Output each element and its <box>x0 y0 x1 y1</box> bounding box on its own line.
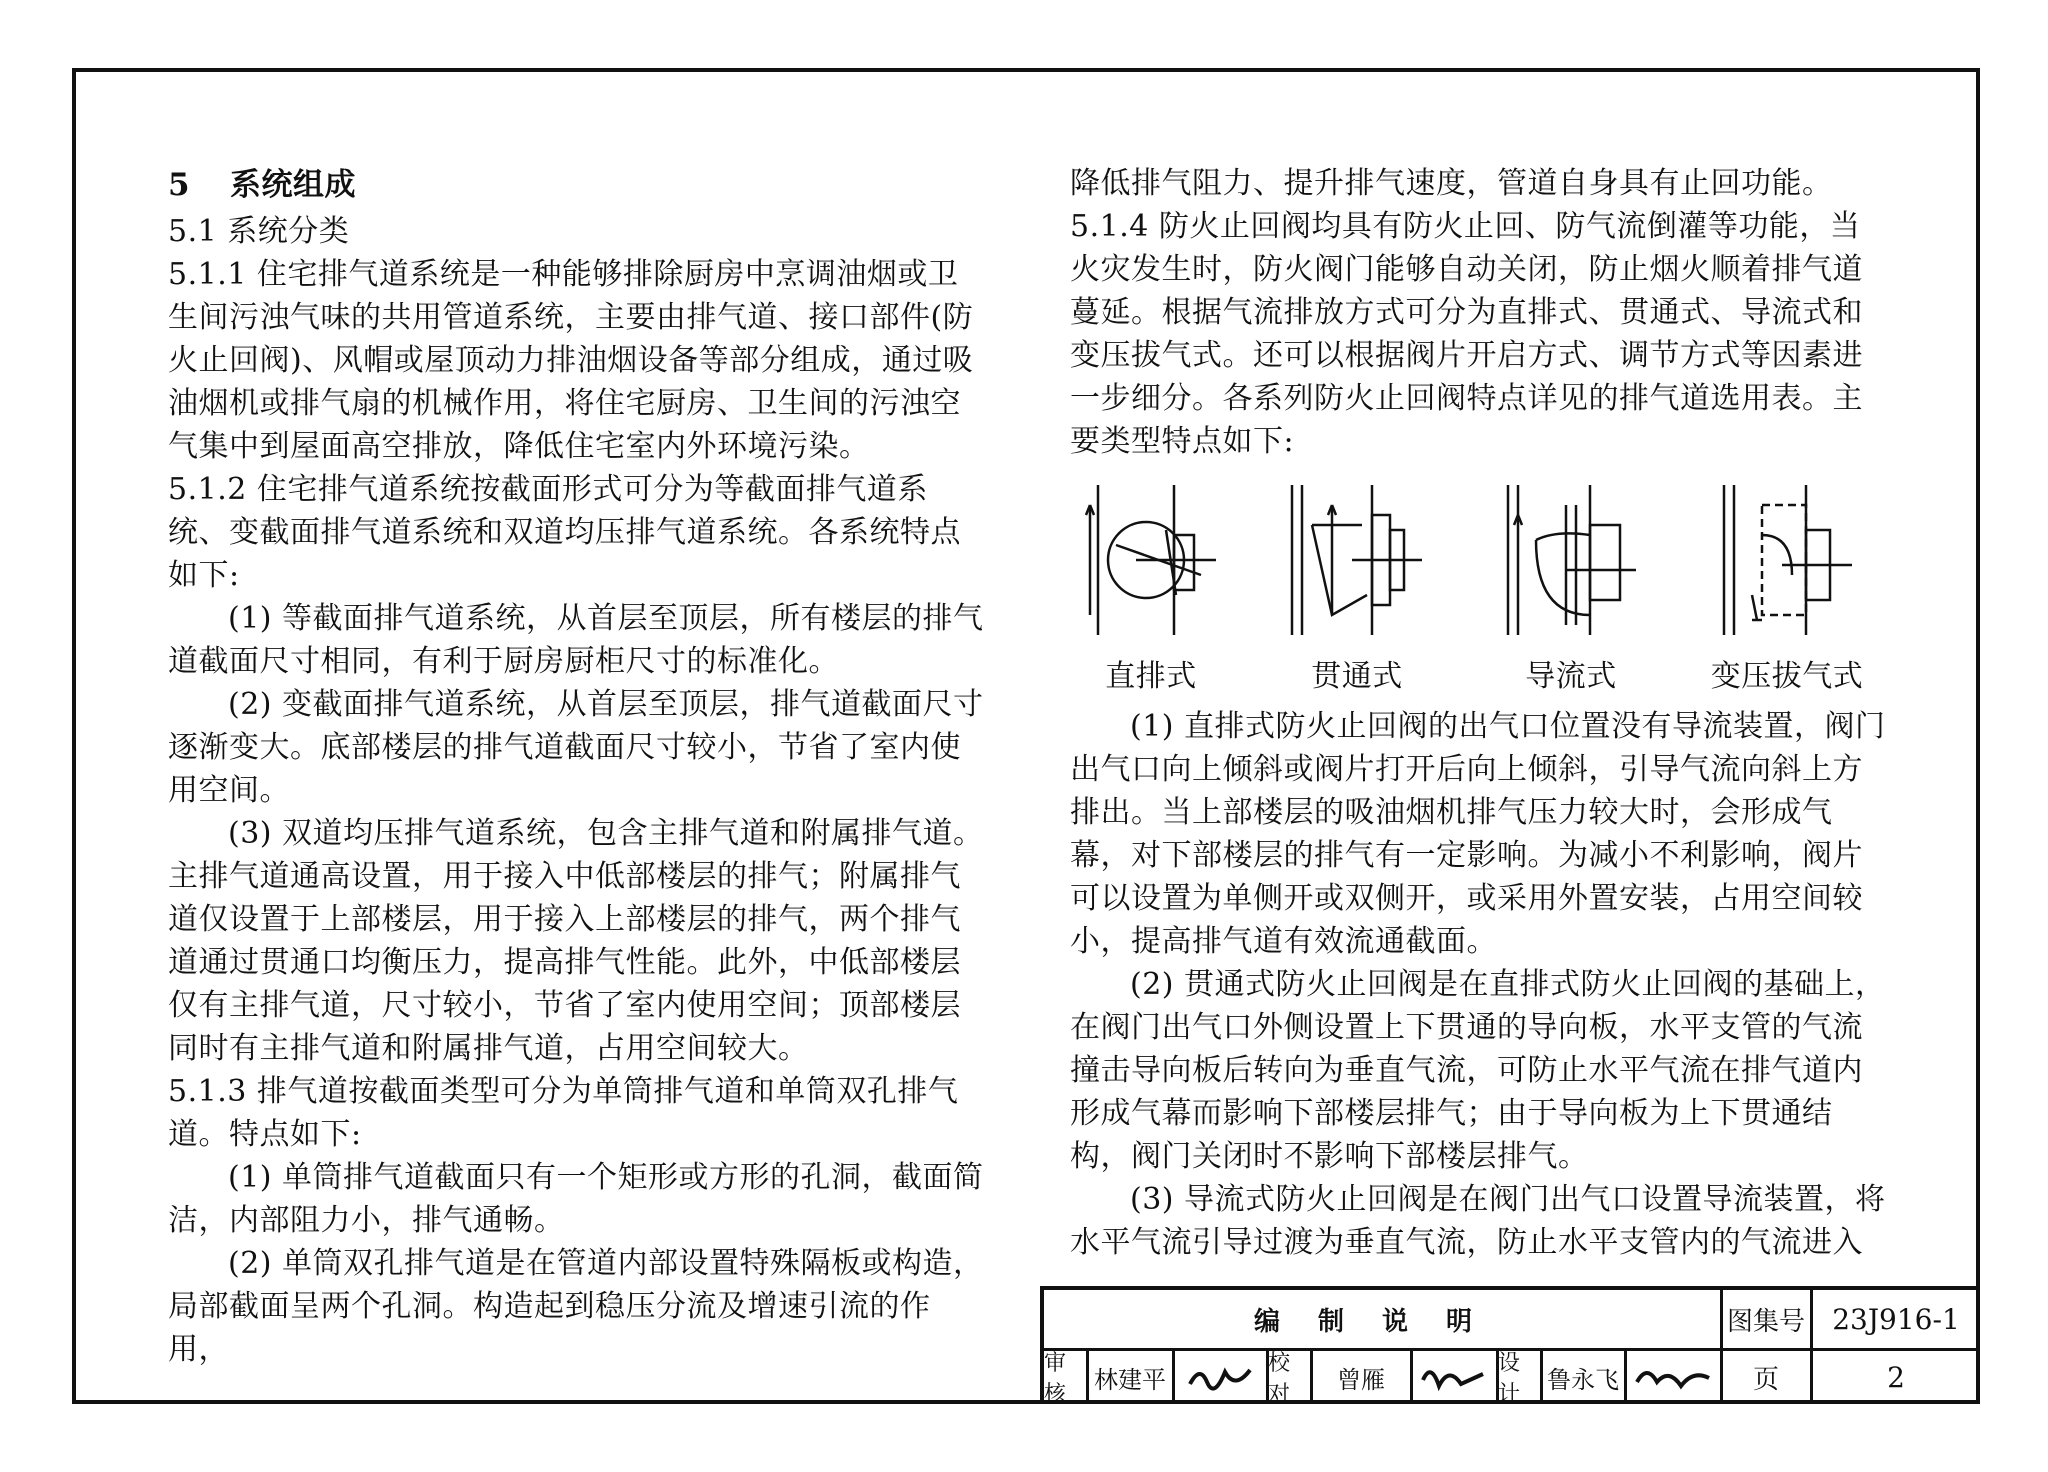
left-paragraphs <box>168 210 988 1371</box>
figure-diversion <box>1476 475 1666 697</box>
paragraph: (1) 等截面排气道系统，从首层至顶层，所有楼层的排气道截面尺寸相同，有利于厨房厨柜尺寸的标准化。 <box>168 601 984 679</box>
checker-name: 曾雁 <box>1337 1365 1385 1394</box>
page-number: 2 <box>1887 1360 1905 1394</box>
section-title: 系统组成 <box>230 167 356 203</box>
figure-caption: 导流式 <box>1525 659 1617 694</box>
atlas-number: 23J916-1 <box>1832 1302 1960 1336</box>
title-block <box>1040 1286 1980 1407</box>
sheet-title: 编制说明 <box>1253 1306 1510 1337</box>
paragraph: (2) 变截面排气道系统，从首层至顶层，排气道截面尺寸逐渐变大。底部楼层的排气道截面尺寸较小，节省了室内使用空间。 <box>168 687 984 808</box>
right-top-paragraphs <box>1070 162 1888 463</box>
figure-through <box>1262 475 1452 697</box>
figure-caption: 变压拔气式 <box>1710 659 1864 694</box>
left-column <box>168 162 988 1371</box>
paragraph: (3) 导流式防火止回阀是在阀门出气口设置导流装置，将水平气流引导过渡为垂直气流，防止水平支管内的气流进入 <box>1070 1182 1886 1260</box>
figure-caption: 直排式 <box>1105 659 1197 694</box>
signature-mark <box>1185 1360 1255 1394</box>
paragraph: (2) 贯通式防火止回阀是在直排式防火止回阀的基础上，在阀门出气口外侧设置上下贯通的导向板，水平支管的气流撞击导向板后转向为垂直气流，可防止水平气流在排气道内形成气幕而影响下部楼层排气；由于导向板为上下贯通结构，阀门关闭时不影响下部楼层排气。 <box>1070 967 1886 1174</box>
reviewer-signature <box>1174 1350 1266 1404</box>
paragraph: (3) 双道均压排气道系统，包含主排气道和附属排气道。主排气道通高设置，用于接入中低部楼层的排气；附属排气道仅设置于上部楼层，用于接入上部楼层的排气，两个排气道通过贯通口均衡压力，提高排气性能。此外，中低部楼层仅有主排气道，尺寸较小，节省了室内使用空间；顶部楼层同时有主排气道和附属排气道，占用空间较大。 <box>168 816 984 1066</box>
designer-name: 鲁永飞 <box>1547 1365 1619 1394</box>
section-number: 5 <box>168 167 191 203</box>
designer-signature <box>1626 1350 1720 1404</box>
variable-pressure-valve-diagram <box>1712 475 1862 645</box>
figure-caption: 贯通式 <box>1311 659 1403 694</box>
section-heading <box>168 162 988 208</box>
paragraph: 5.1 系统分类 <box>168 214 350 249</box>
paragraph: 5.1.3 排气道按截面类型可分为单筒排气道和单筒双孔排气道。特点如下: <box>168 1074 959 1152</box>
direct-valve-diagram <box>1076 475 1226 645</box>
atlas-label: 图集号 <box>1726 1306 1805 1337</box>
signature-mark <box>1633 1360 1713 1394</box>
through-valve-diagram <box>1282 475 1432 645</box>
figure-variable-pressure <box>1692 475 1882 697</box>
paragraph: (2) 单筒双孔排气道是在管道内部设置特殊隔板或构造，局部截面呈两个孔洞。构造起到稳压分流及增速引流的作用， <box>168 1246 984 1367</box>
page-label: 页 <box>1752 1364 1779 1395</box>
design-label: 设计 <box>1498 1351 1521 1407</box>
paragraph: (1) 单筒排气道截面只有一个矩形或方形的孔洞，截面简洁，内部阻力小，排气通畅。 <box>168 1160 984 1238</box>
right-column <box>1070 162 1888 1264</box>
checker-signature <box>1412 1350 1496 1404</box>
signature-mark <box>1419 1360 1489 1394</box>
paragraph: 降低排气阻力、提升排气速度，管道自身具有止回功能。 <box>1070 166 1833 201</box>
paragraph: (1) 直排式防火止回阀的出气口位置没有导流装置，阀门出气口向上倾斜或阀片打开后向上倾斜，引导气流向斜上方排出。当上部楼层的吸油烟机排气压力较大时，会形成气幕，对下部楼层的排气有一定影响。为减小不利影响，阀片可以设置为单侧开或双侧开，或采用外置安装，占用空间较小，提高排气道有效流通截面。 <box>1070 709 1886 959</box>
paragraph: 5.1.4 防火止回阀均具有防火止回、防气流倒灌等功能，当火灾发生时，防火阀门能够自动关闭，防止烟火顺着排气道蔓延。根据气流排放方式可分为直排式、贯通式、导流式和变压拔气式。还可以根据阀片开启方式、调节方式等因素进一步细分。各系列防火止回阀特点详见的排气道选用表。主要类型特点如下: <box>1070 209 1863 459</box>
diversion-valve-diagram <box>1496 475 1646 645</box>
valve-figures <box>1070 475 1888 697</box>
check-label: 校对 <box>1268 1351 1291 1407</box>
right-bottom-paragraphs <box>1070 705 1888 1264</box>
reviewer-name: 林建平 <box>1094 1365 1166 1394</box>
paragraph: 5.1.1 住宅排气道系统是一种能够排除厨房中烹调油烟或卫生间污浊气味的共用管道系统，主要由排气道、接口部件(防火止回阀)、风帽或屋顶动力排油烟设备等部分组成，通过吸油烟机或排气扇的机械作用，将住宅厨房、卫生间的污浊空气集中到屋面高空排放，降低住宅室内外环境污染。 <box>168 257 974 464</box>
review-label: 审核 <box>1044 1351 1067 1407</box>
figure-direct <box>1056 475 1246 697</box>
paragraph: 5.1.2 住宅排气道系统按截面形式可分为等截面排气道系统、变截面排气道系统和双道均压排气道系统。各系统特点如下: <box>168 472 961 593</box>
